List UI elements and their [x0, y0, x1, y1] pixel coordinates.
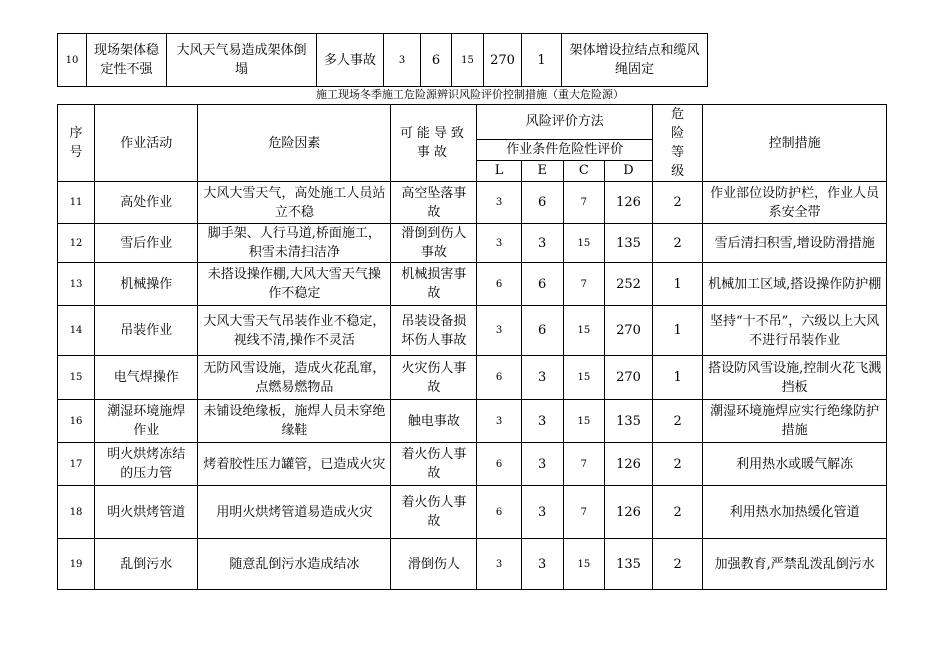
- activity-cell: 电气焊操作: [95, 356, 198, 400]
- table-row: [58, 182, 887, 224]
- accident-cell: 滑倒到伤人事故: [391, 224, 477, 263]
- l-value: 3: [384, 34, 421, 87]
- l-value: 6: [477, 486, 521, 539]
- table-row: [58, 356, 887, 400]
- table-caption: 施工现场冬季施工危险源辨识风险评价控制措施（重大危险源）: [316, 88, 624, 101]
- accident-cell: 触电事故: [391, 400, 477, 443]
- measure-cell: 作业部位设防护栏，作业人员系安全带: [703, 182, 887, 224]
- header-measure: 控制措施: [703, 105, 887, 182]
- level-value: 2: [653, 443, 703, 486]
- e-value: 6: [421, 34, 452, 87]
- measure-cell: 潮湿环境施焊应实行绝缘防护措施: [703, 400, 887, 443]
- c-value: 15: [452, 34, 484, 87]
- c-value: 7: [563, 486, 604, 539]
- e-value: 6: [521, 263, 563, 306]
- header-row: [58, 105, 887, 140]
- activity-cell: 机械操作: [95, 263, 198, 306]
- header-c: C: [563, 160, 604, 181]
- risk-evaluation-table: [57, 104, 887, 590]
- accident-cell: 吊装设备损坏伤人事故: [391, 306, 477, 356]
- hazard-cell: 大风大雪天气，高处施工人员站立不稳: [198, 182, 391, 224]
- activity-cell: 高处作业: [95, 182, 198, 224]
- header-l: L: [477, 160, 521, 181]
- activity-cell: 吊装作业: [95, 306, 198, 356]
- measure-cell: 利用热水加热缓化管道: [703, 486, 887, 539]
- level-value: 2: [653, 224, 703, 263]
- row-number: 17: [58, 443, 95, 486]
- hazard-cell: 烤着胶性压力罐管，已造成火灾: [198, 443, 391, 486]
- level-value: 1: [653, 263, 703, 306]
- header-e: E: [521, 160, 563, 181]
- row-number: 18: [58, 486, 95, 539]
- measure-cell: 坚持“十不吊”，六级以上大风不进行吊装作业: [703, 306, 887, 356]
- level-value: 1: [653, 306, 703, 356]
- row-number: 11: [58, 182, 95, 224]
- measure-cell: 机械加工区域,搭设操作防护棚: [703, 263, 887, 306]
- measure-cell: 架体增设拉结点和缆风绳固定: [562, 34, 708, 87]
- row-number: 19: [58, 539, 95, 590]
- l-value: 6: [477, 263, 521, 306]
- c-value: 7: [563, 263, 604, 306]
- activity-cell: 明火烘烤管道: [95, 486, 198, 539]
- measure-cell: 利用热水或暖气解冻: [703, 443, 887, 486]
- hazard-cell: 未搭设操作棚,大风大雪天气操作不稳定: [198, 263, 391, 306]
- l-value: 6: [477, 356, 521, 400]
- row-number: 15: [58, 356, 95, 400]
- activity-cell: 雪后作业: [95, 224, 198, 263]
- d-value: 135: [604, 224, 652, 263]
- l-value: 3: [477, 539, 521, 590]
- c-value: 15: [563, 400, 604, 443]
- level-value: 2: [653, 486, 703, 539]
- table-row: [58, 539, 887, 590]
- e-value: 6: [521, 306, 563, 356]
- hazard-cell: 无防风雪设施，造成火花乱窜，点燃易燃物品: [198, 356, 391, 400]
- c-value: 15: [563, 539, 604, 590]
- d-value: 126: [604, 486, 652, 539]
- level-value: 1: [653, 356, 703, 400]
- l-value: 3: [477, 400, 521, 443]
- l-value: 3: [477, 182, 521, 224]
- table-row: [58, 400, 887, 443]
- e-value: 3: [521, 224, 563, 263]
- hazard-cell: 用明火烘烤管道易造成火灾: [198, 486, 391, 539]
- d-value: 126: [604, 182, 652, 224]
- level-value: 2: [653, 182, 703, 224]
- l-value: 3: [477, 306, 521, 356]
- e-value: 3: [521, 539, 563, 590]
- c-value: 15: [563, 306, 604, 356]
- accident-cell: 机械损害事故: [391, 263, 477, 306]
- c-value: 7: [563, 182, 604, 224]
- measure-cell: 加强教育,严禁乱泼乱倒污水: [703, 539, 887, 590]
- hazard-cell: 脚手架、人行马道,桥面施工，积雪未清扫洁净: [198, 224, 391, 263]
- accident-cell: 着火伤人事故: [391, 486, 477, 539]
- row-number: 10: [58, 34, 87, 87]
- c-value: 15: [563, 356, 604, 400]
- header-risk-method: 风险评价方法: [477, 105, 653, 140]
- measure-cell: 雪后清扫积雪,增设防滑措施: [703, 224, 887, 263]
- d-value: 252: [604, 263, 652, 306]
- activity-cell: 现场架体稳定性不强: [87, 34, 167, 87]
- header-accident: 可能导致事故: [391, 105, 477, 182]
- activity-cell: 潮湿环境施焊作业: [95, 400, 198, 443]
- l-value: 6: [477, 443, 521, 486]
- row-number: 14: [58, 306, 95, 356]
- level-value: 2: [653, 539, 703, 590]
- e-value: 3: [521, 443, 563, 486]
- header-no: 序号: [58, 105, 95, 182]
- d-value: 270: [604, 356, 652, 400]
- l-value: 3: [477, 224, 521, 263]
- level-value: 2: [653, 400, 703, 443]
- d-value: 270: [484, 34, 522, 87]
- table-row: [58, 443, 887, 486]
- d-value: 135: [604, 539, 652, 590]
- e-value: 3: [521, 400, 563, 443]
- hazard-cell: 未铺设绝缘板，施焊人员未穿绝缘鞋: [198, 400, 391, 443]
- row-number: 16: [58, 400, 95, 443]
- e-value: 3: [521, 356, 563, 400]
- row-number: 13: [58, 263, 95, 306]
- table-row: [58, 306, 887, 356]
- row-number: 12: [58, 224, 95, 263]
- table-row: [58, 224, 887, 263]
- table-row: [58, 486, 887, 539]
- d-value: 270: [604, 306, 652, 356]
- c-value: 15: [563, 224, 604, 263]
- header-activity: 作业活动: [95, 105, 198, 182]
- table-row: [58, 34, 708, 87]
- d-value: 135: [604, 400, 652, 443]
- level-value: 1: [522, 34, 562, 87]
- header-d: D: [604, 160, 652, 181]
- accident-cell: 着火伤人事故: [391, 443, 477, 486]
- accident-cell: 多人事故: [317, 34, 384, 87]
- activity-cell: 明火烘烤冻结的压力管: [95, 443, 198, 486]
- header-level: 危险等级: [653, 105, 703, 182]
- d-value: 126: [604, 443, 652, 486]
- top-continuation-table: [57, 33, 708, 87]
- header-hazard: 危险因素: [198, 105, 391, 182]
- hazard-cell: 随意乱倒污水造成结冰: [198, 539, 391, 590]
- table-row: [58, 263, 887, 306]
- accident-cell: 滑倒伤人: [391, 539, 477, 590]
- measure-cell: 搭设防风雪设施,控制火花飞溅挡板: [703, 356, 887, 400]
- e-value: 6: [521, 182, 563, 224]
- hazard-cell: 大风天气易造成架体倒塌: [167, 34, 317, 87]
- accident-cell: 高空坠落事故: [391, 182, 477, 224]
- hazard-cell: 大风大雪天气吊装作业不稳定，视线不清,操作不灵活: [198, 306, 391, 356]
- e-value: 3: [521, 486, 563, 539]
- activity-cell: 乱倒污水: [95, 539, 198, 590]
- c-value: 7: [563, 443, 604, 486]
- header-risk-sub: 作业条件危险性评价: [477, 139, 653, 160]
- accident-cell: 火灾伤人事故: [391, 356, 477, 400]
